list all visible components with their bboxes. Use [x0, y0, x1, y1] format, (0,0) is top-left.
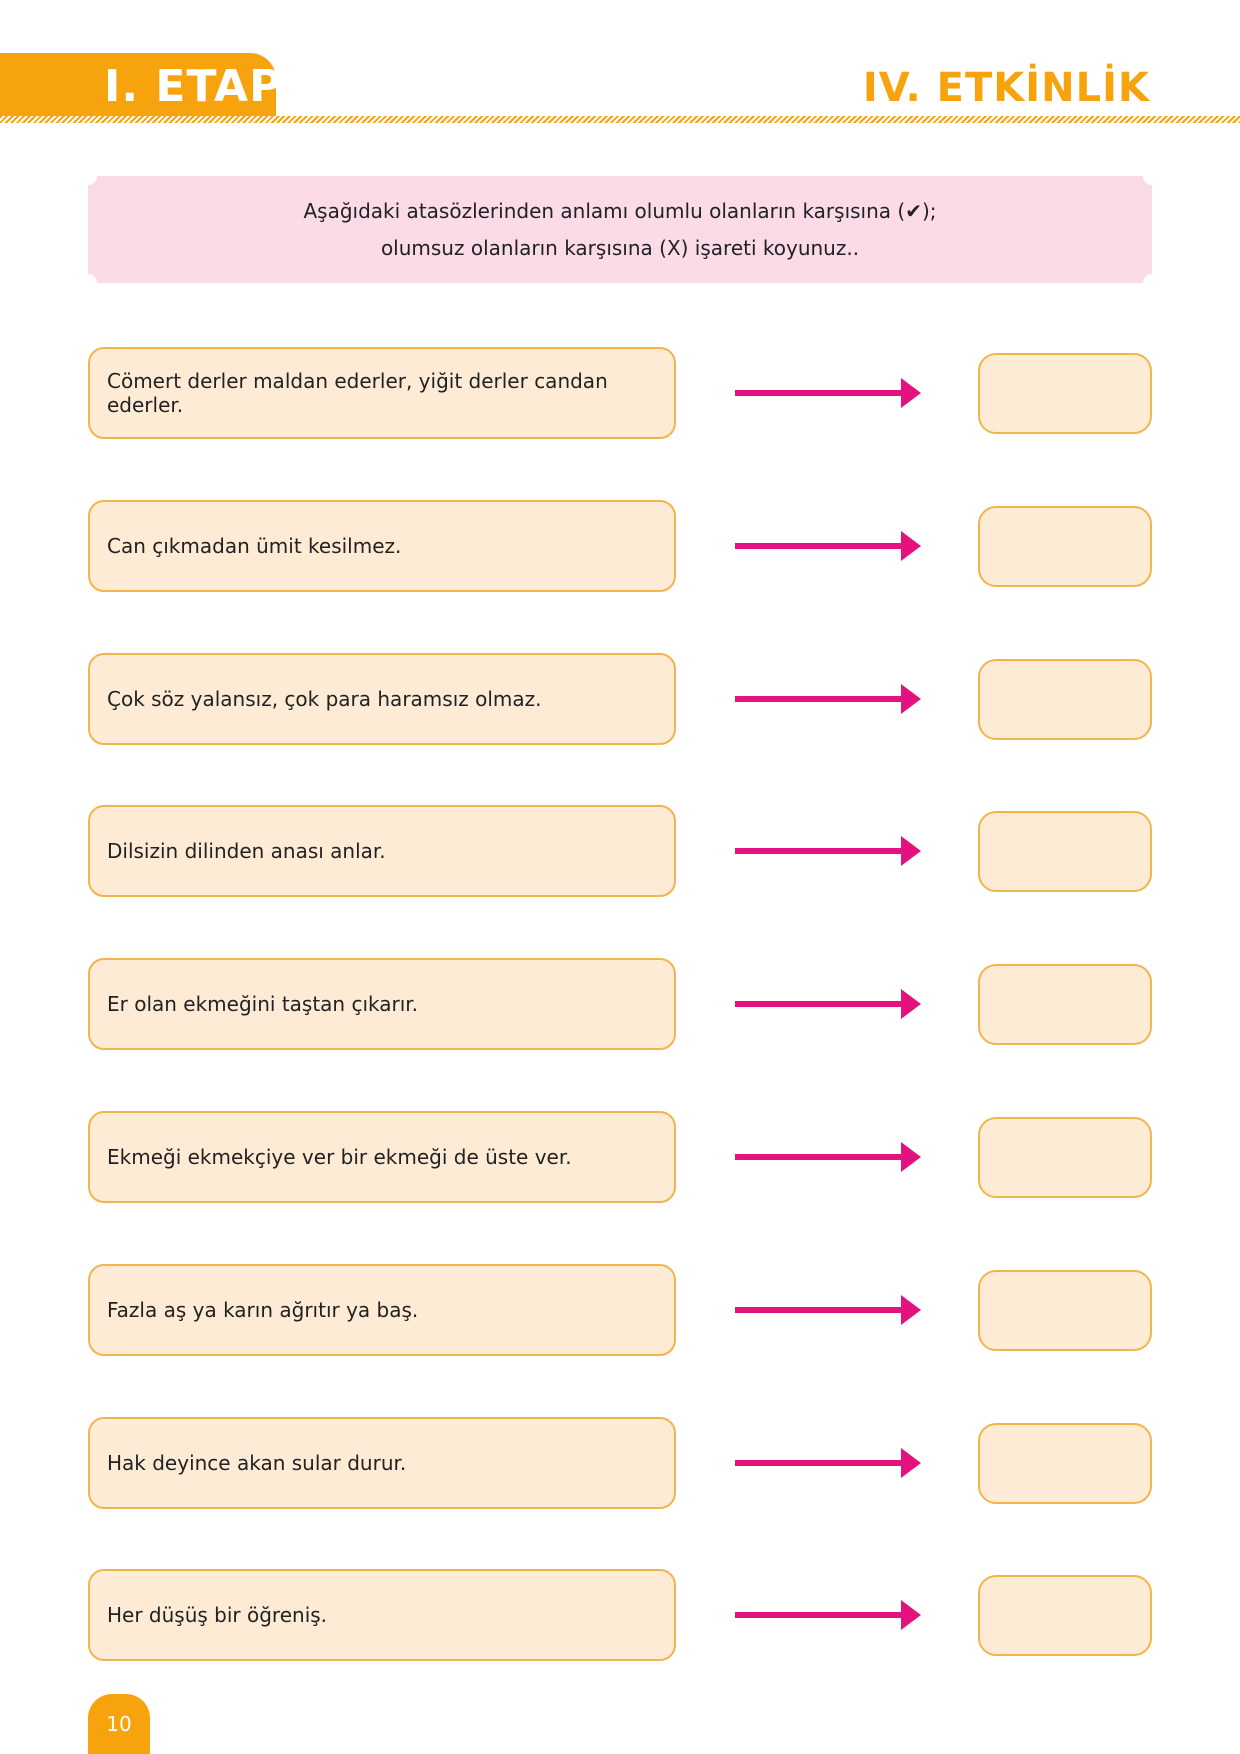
- proverb-text-box: [88, 500, 676, 592]
- instruction-banner: [88, 176, 1152, 283]
- proverb-text: Çok söz yalansız, çok para haramsız olmaz.: [107, 687, 542, 711]
- answer-box[interactable]: [978, 1575, 1152, 1656]
- arrow-right-icon: [735, 987, 921, 1021]
- answer-box[interactable]: [978, 811, 1152, 892]
- answer-box[interactable]: [978, 353, 1152, 434]
- banner-notch: [79, 274, 97, 292]
- proverb-text-box: [88, 805, 676, 897]
- banner-notch: [79, 167, 97, 185]
- answer-box[interactable]: [978, 964, 1152, 1045]
- banner-notch: [1143, 274, 1161, 292]
- proverb-text: Can çıkmadan ümit kesilmez.: [107, 534, 402, 558]
- header-rule: [0, 116, 1240, 123]
- proverb-text-box: [88, 1264, 676, 1356]
- answer-box[interactable]: [978, 1423, 1152, 1504]
- arrow-right-icon: [735, 682, 921, 716]
- proverb-text-box: [88, 653, 676, 745]
- proverb-text: Fazla aş ya karın ağrıtır ya baş.: [107, 1298, 419, 1322]
- arrow-right-icon: [735, 1140, 921, 1174]
- instruction-line-2: olumsuz olanların karşısına (X) işareti koyunuz..: [380, 235, 860, 260]
- proverb-text: Dilsizin dilinden anası anlar.: [107, 839, 386, 863]
- instruction-line-1: Aşağıdaki atasözlerinden anlamı olumlu olanların karşısına (✔);: [303, 198, 937, 223]
- banner-notch: [1143, 167, 1161, 185]
- arrow-right-icon: [735, 1598, 921, 1632]
- proverb-text-box: [88, 1417, 676, 1509]
- proverb-text-box: [88, 1569, 676, 1661]
- answer-box[interactable]: [978, 659, 1152, 740]
- page-number: 10: [88, 1694, 150, 1754]
- arrow-right-icon: [735, 1293, 921, 1327]
- proverb-text: Ekmeği ekmekçiye ver bir ekmeği de üste ver.: [107, 1145, 572, 1169]
- activity-title: IV. ETKİNLİK: [862, 65, 1150, 111]
- proverb-text: Cömert derler maldan ederler, yiğit derler candan ederler.: [107, 369, 608, 417]
- proverb-text-box: [88, 347, 676, 439]
- arrow-right-icon: [735, 529, 921, 563]
- proverb-text-box: [88, 958, 676, 1050]
- proverb-text-box: [88, 1111, 676, 1203]
- arrow-right-icon: [735, 1446, 921, 1480]
- proverb-text: Her düşüş bir öğreniş.: [107, 1603, 328, 1627]
- arrow-right-icon: [735, 376, 921, 410]
- proverb-text: Er olan ekmeğini taştan çıkarır.: [107, 992, 419, 1016]
- proverb-text: Hak deyince akan sular durur.: [107, 1451, 407, 1475]
- arrow-right-icon: [735, 834, 921, 868]
- stage-label: I. ETAP: [104, 61, 283, 112]
- answer-box[interactable]: [978, 1270, 1152, 1351]
- answer-box[interactable]: [978, 1117, 1152, 1198]
- answer-box[interactable]: [978, 506, 1152, 587]
